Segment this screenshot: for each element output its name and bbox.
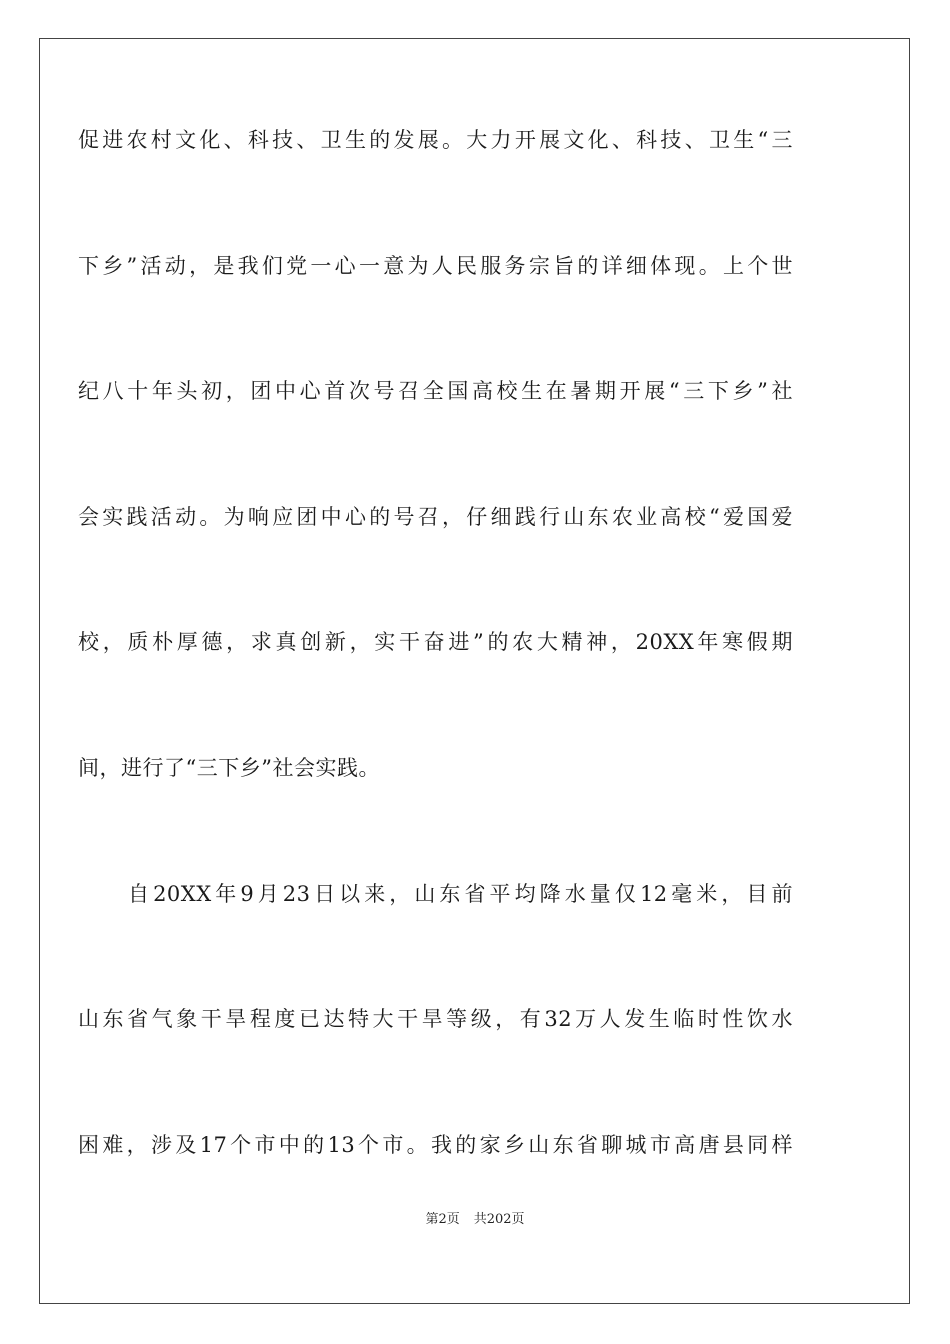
paragraph-1-line-5: 校，质朴厚德，求真创新，实干奋进”的农大精神，20XX年寒假期 xyxy=(78,630,793,655)
paragraph-1-line-4: 会实践活动。为响应团中心的号召，仔细践行山东农业高校“爱国爱 xyxy=(78,504,793,529)
page-footer xyxy=(0,1208,950,1227)
paragraph-1-line-1: 促进农村文化、科技、卫生的发展。大力开展文化、科技、卫生“三 xyxy=(78,128,793,152)
document-body xyxy=(78,78,793,1208)
paragraph-2-line-3: 困难，涉及17个市中的13个市。我的家乡山东省聊城市高唐县同样 xyxy=(78,1132,793,1157)
paragraph-1-line-2: 下乡”活动，是我们党一心一意为人民服务宗旨的详细体现。上个世 xyxy=(78,253,793,278)
paragraph-2-line-1: 自20XX年9月23日以来，山东省平均降水量仅12毫米，目前 xyxy=(128,881,793,906)
paragraph-1-line-3: 纪八十年头初，团中心首次号召全国高校生在暑期开展“三下乡”社 xyxy=(78,379,793,404)
page-number: 第2页 xyxy=(425,1212,460,1227)
paragraph-1-line-6: 间，进行了“三下乡”社会实践。 xyxy=(78,755,380,780)
paragraph-2-line-2: 山东省气象干旱程度已达特大干旱等级，有32万人发生临时性饮水 xyxy=(78,1007,793,1032)
total-pages: 共202页 xyxy=(473,1212,525,1227)
